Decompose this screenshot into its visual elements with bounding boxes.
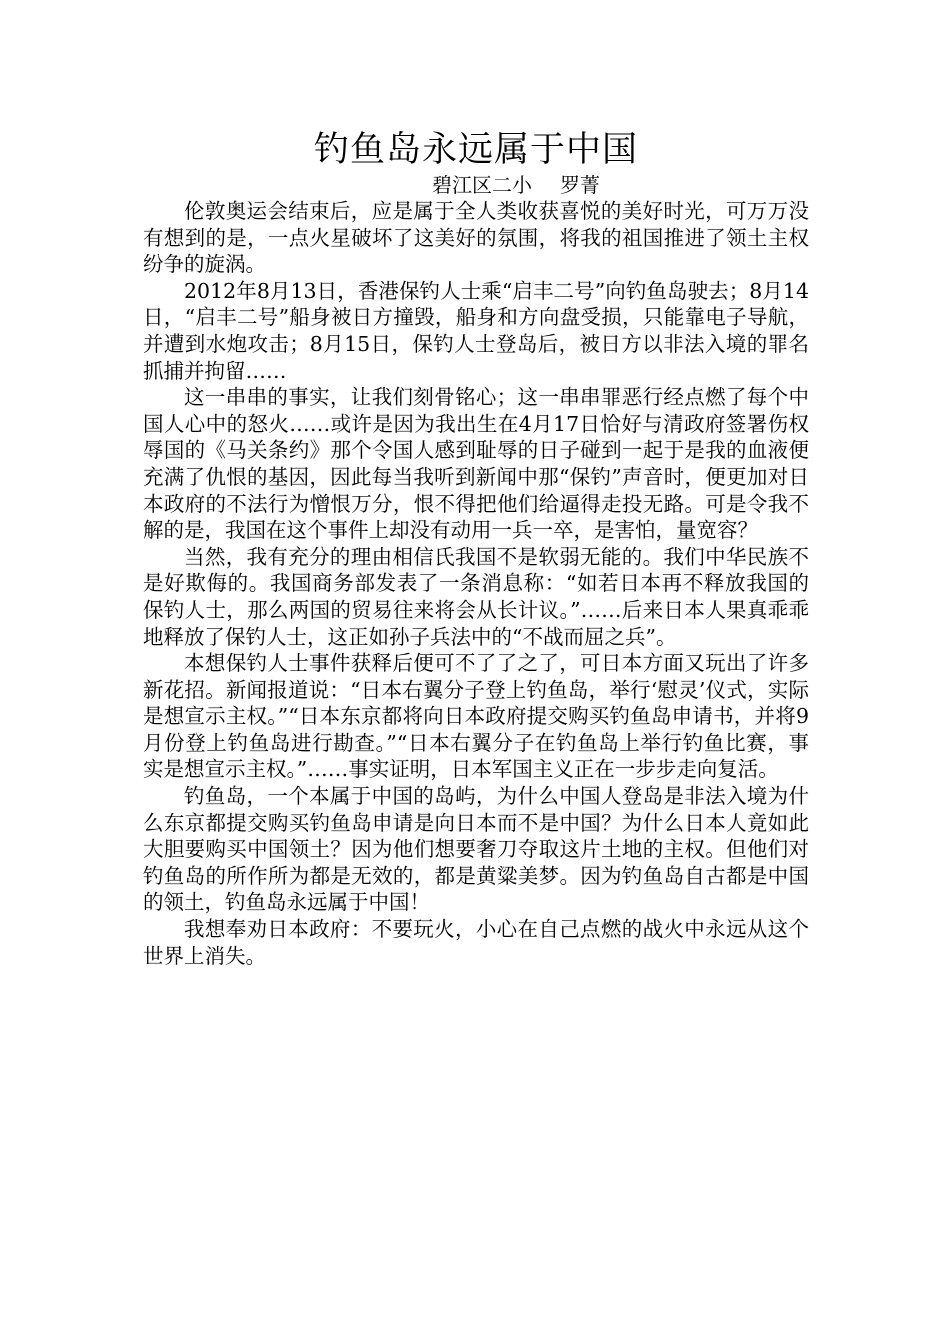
school-name: 碧江区二小: [432, 173, 532, 197]
paragraph: 当然，我有充分的理由相信氏我国不是软弱无能的。我们中华民族不是好欺侮的。我国商务部发表了一条消息称：“如若日本再不释放我国的保钓人士，那么两国的贸易往来将会从长计议。”……后来日本人果真乖乖地释放了保钓人士，这正如孙子兵法中的“不战而屈之兵”。: [143, 544, 809, 649]
paragraph: 我想奉劝日本政府：不要玩火，小心在自己点燃的战火中永远从这个世界上消失。: [143, 917, 809, 968]
author-name: 罗菁: [560, 173, 600, 197]
document-page: [143, 128, 809, 969]
paragraph: 伦敦奥运会结束后，应是属于全人类收获喜悦的美好时光，可万万没有想到的是，一点火星破坏了这美好的氛围，将我的祖国推进了领土主权纷争的旋涡。: [143, 199, 809, 277]
byline: [223, 172, 809, 198]
paragraph: 钓鱼岛，一个本属于中国的岛屿，为什么中国人登岛是非法入境为什么东京都提交购买钓鱼岛申请是向日本而不是中国？为什么日本人竟如此大胆要购买中国领土？因为他们想要奢刀夺取这片土地的主权。但他们对钓鱼岛的所作所为都是无效的，都是黄粱美梦。因为钓鱼岛自古都是中国的领土，钓鱼岛永远属于中国！: [143, 784, 809, 915]
document-title: 钓鱼岛永远属于中国: [313, 130, 638, 170]
article-body: [143, 198, 809, 969]
paragraph: 2012年8月13日，香港保钓人士乘“启丰二号”向钓鱼岛驶去；8月14日，“启丰二号”船身被日方撞毁，船身和方向盘受损，只能靠电子导航，并遭到水炮攻击；8月15日，保钓人士登岛后，被日方以非法入境的罪名抓捕并拘留……: [143, 278, 809, 383]
paragraph: 这一串串的事实，让我们刻骨铭心；这一串串罪恶行经点燃了每个中国人心中的怒火……或许是因为我出生在4月17日恰好与清政府签署伤权辱国的《马关条约》那个令国人感到耻辱的日子碰到一起于是我的血液便充满了仇恨的基因，因此每当我听到新闻中那“保钓”声音时，便更加对日本政府的不法行为憎恨万分，恨不得把他们给逼得走投无路。可是令我不解的是，我国在这个事件上却没有动用一兵一卒，是害怕，量宽容？: [143, 385, 809, 543]
paragraph: 本想保钓人士事件获释后便可不了了之了，可日本方面又玩出了许多新花招。新闻报道说：“日本右翼分子登上钓鱼岛，举行‘慰灵’仪式，实际是想宣示主权。”“日本东京都将向日本政府提交购买钓鱼岛申请书，并将9月份登上钓鱼岛进行勘查。”“日本右翼分子在钓鱼岛上举行钓鱼比赛，事实是想宣示主权。”……事实证明，日本军国主义正在一步步走向复活。: [143, 651, 809, 782]
